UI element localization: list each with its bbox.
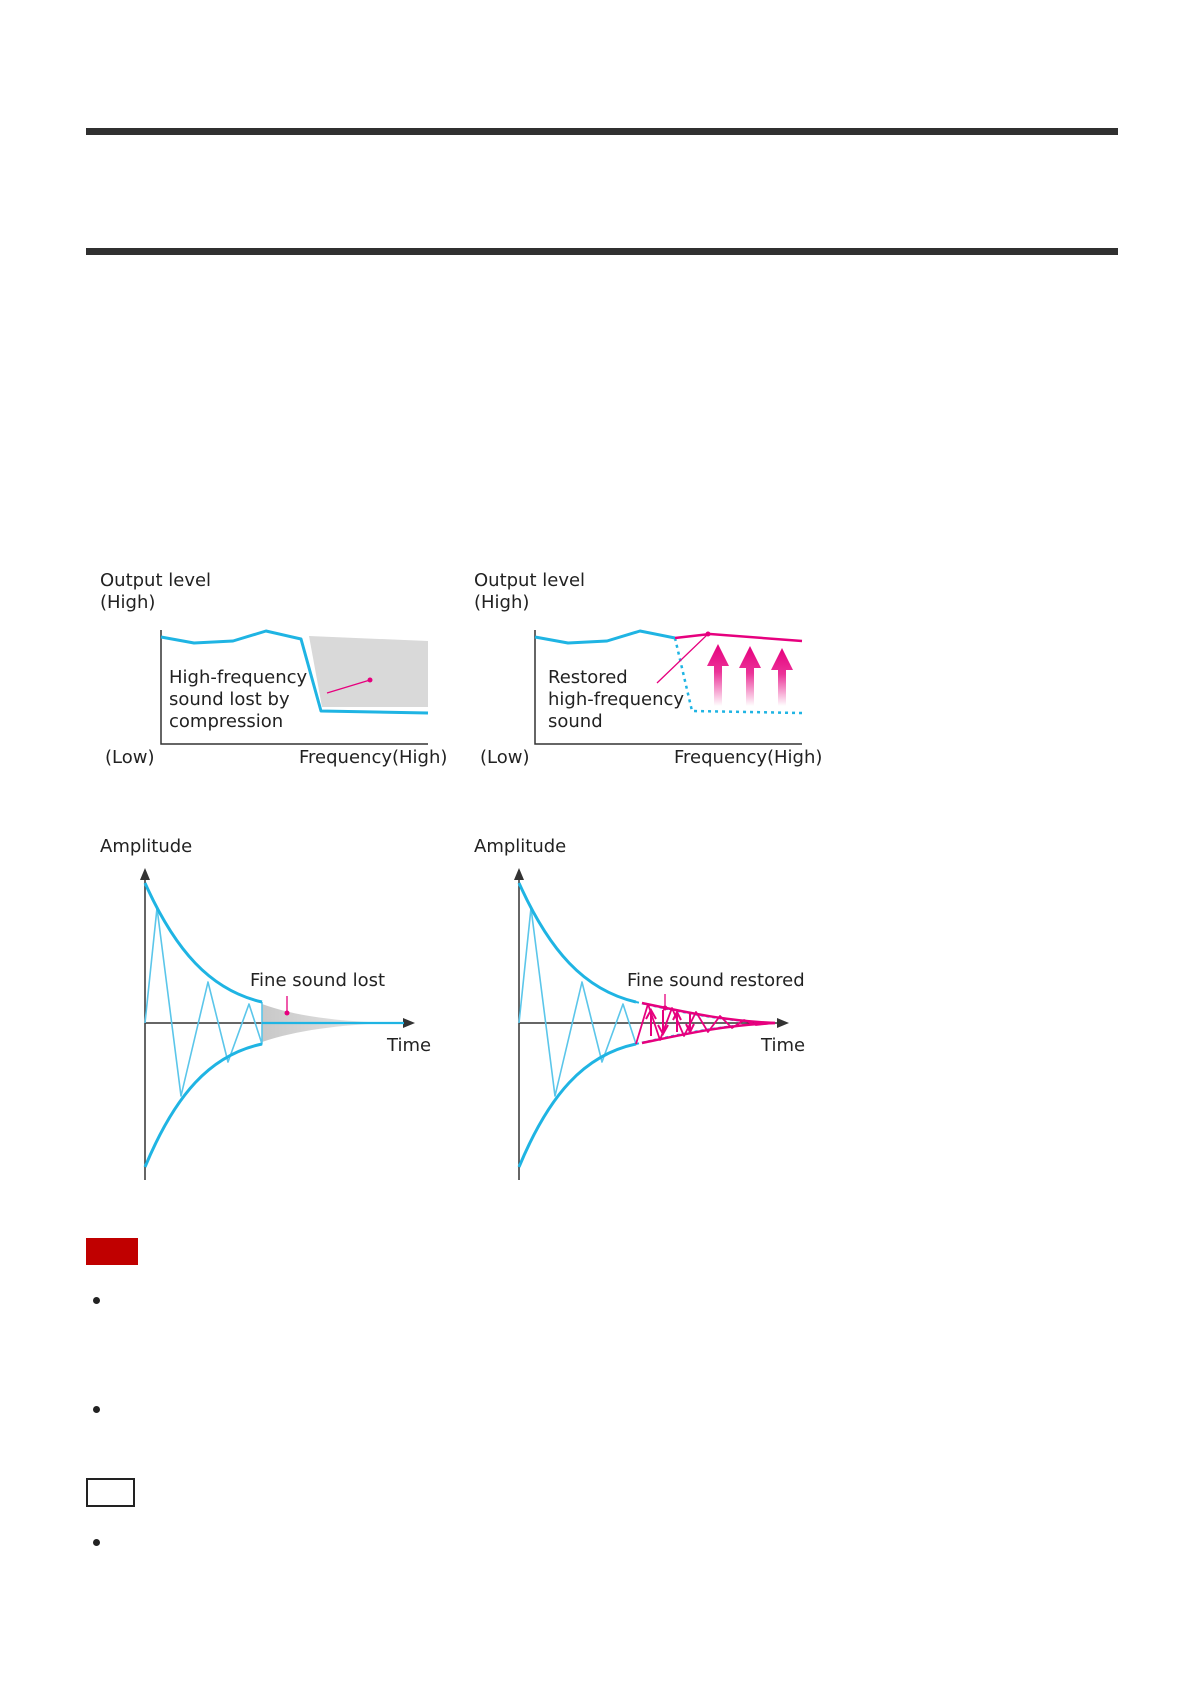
waveform-restored-x-arrowhead [777,1018,789,1028]
waveform-restored-pointer-dot [663,1006,668,1011]
waveform-restored-lower-envelope [519,1044,636,1167]
waveform-restored-wave [519,908,636,1096]
waveform-lost-diagram [100,836,431,1180]
restored-fine-wave [636,1004,775,1044]
spectrum-lost-annotation-line2: sound lost by [169,689,290,710]
spectrum-restored-y-label: Output level [474,570,586,591]
waveform-lost-upper-envelope [145,883,262,1002]
waveform-lost-pointer-dot [285,1011,290,1016]
restore-arrow-3 [771,648,793,706]
spectrum-restored-diagram [474,570,822,768]
spectrum-restored-annotation-line2: high-frequency [548,689,685,710]
waveform-lost-wave [145,908,262,1096]
spectrum-lost-y-high-label: (High) [100,592,156,613]
spectrum-restored-pointer-dot [706,632,711,637]
spectrum-restored-y-high-label: (High) [474,592,530,613]
note-bullet-2 [93,1406,100,1413]
spectrum-lost-x-low-label: (Low) [105,747,155,768]
note-bullet-1 [93,1297,100,1304]
waveform-lost-annotation: Fine sound lost [250,970,386,991]
lost-frequency-area [309,636,428,707]
waveform-restored-y-label: Amplitude [474,836,567,857]
spectrum-restored-pointer-line [657,634,708,683]
spectrum-lost-diagram [100,570,447,768]
waveform-restored-y-arrowhead [514,868,524,880]
waveform-lost-y-arrowhead [140,868,150,880]
restored-upper-envelope [642,1003,775,1023]
waveform-lost-x-arrowhead [403,1018,415,1028]
hint-bullet-1 [93,1539,100,1546]
waveform-restored-upper-envelope [519,883,636,1002]
spectrum-restored-annotation-line3: sound [548,711,603,732]
waveform-restored-x-label: Time [761,1035,806,1056]
restore-arrow-1 [707,644,729,706]
spectrum-lost-annotation-line3: compression [169,711,284,732]
restore-arrow-2 [739,646,761,706]
waveform-lost-lower-envelope [145,1044,262,1167]
waveform-restored-diagram [474,836,805,1180]
spectrum-restored-curve [535,631,675,643]
spectrum-restored-line [675,634,802,641]
waveform-lost-x-label: Time [387,1035,432,1056]
spectrum-restored-x-label: Frequency(High) [674,747,823,768]
spectrum-lost-y-label: Output level [100,570,212,591]
hint-badge [86,1478,135,1507]
waveform-restored-annotation: Fine sound restored [627,970,805,991]
spectrum-lost-pointer-dot [368,678,373,683]
spectrum-lost-x-label: Frequency(High) [299,747,448,768]
spectrum-lost-annotation-line1: High-frequency [169,667,308,688]
note-badge [86,1238,138,1265]
waveform-lost-y-label: Amplitude [100,836,193,857]
spectrum-restored-x-low-label: (Low) [480,747,530,768]
spectrum-restored-annotation-line1: Restored [548,667,628,688]
